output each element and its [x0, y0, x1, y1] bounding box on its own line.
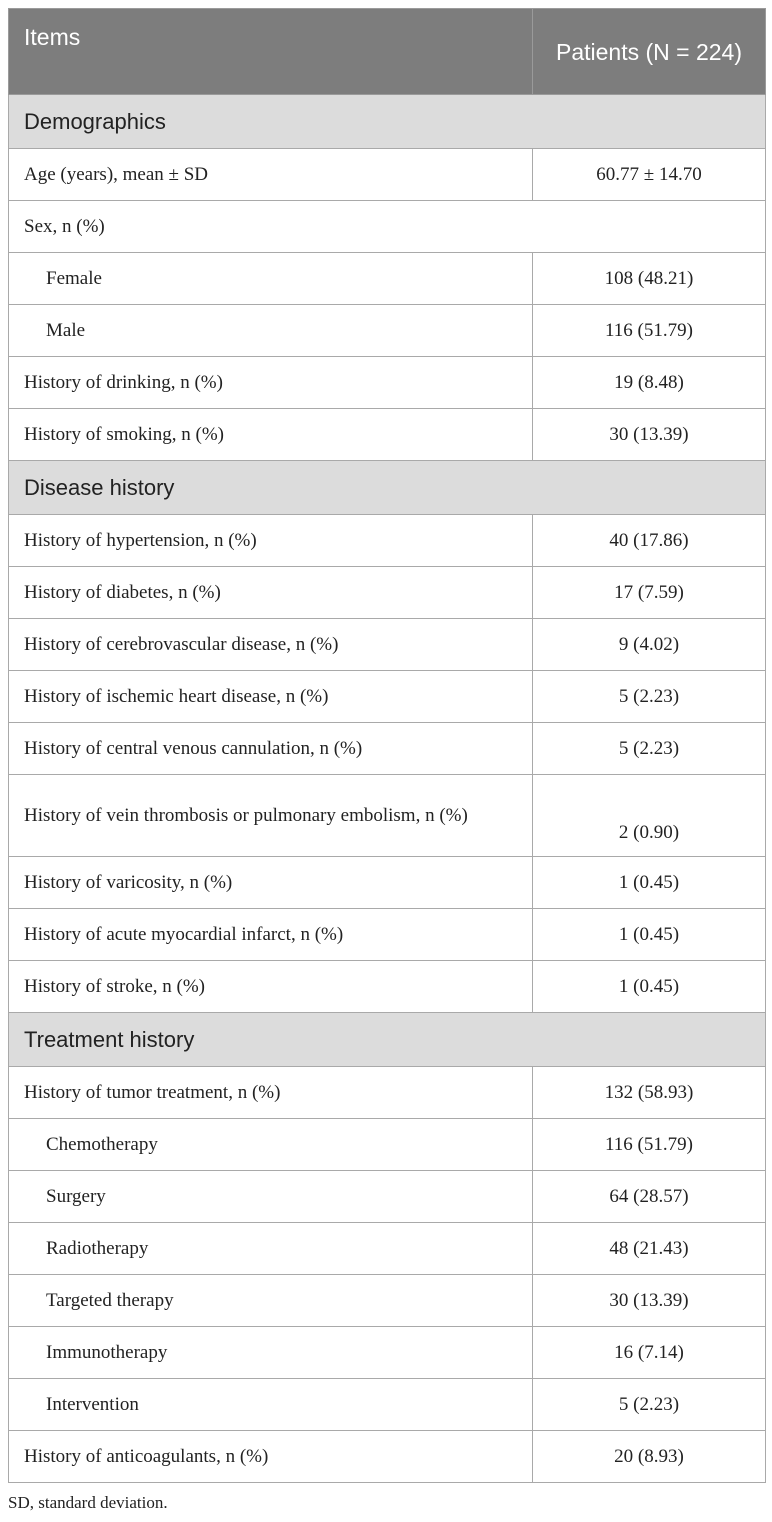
- row-label: History of cerebrovascular disease, n (%): [9, 619, 533, 671]
- table-row: [9, 857, 766, 909]
- row-value: 116 (51.79): [533, 1119, 766, 1171]
- row-label: History of smoking, n (%): [9, 409, 533, 461]
- table-row: [9, 567, 766, 619]
- row-value: 64 (28.57): [533, 1171, 766, 1223]
- row-value: 108 (48.21): [533, 253, 766, 305]
- row-label: Immunotherapy: [9, 1327, 533, 1379]
- row-value: 30 (13.39): [533, 1275, 766, 1327]
- row-label: Targeted therapy: [9, 1275, 533, 1327]
- row-value: 17 (7.59): [533, 567, 766, 619]
- row-value: 9 (4.02): [533, 619, 766, 671]
- row-label: Age (years), mean ± SD: [9, 149, 533, 201]
- table-row: [9, 357, 766, 409]
- row-label: History of acute myocardial infarct, n (%): [9, 909, 533, 961]
- table-row: [9, 619, 766, 671]
- table-row: [9, 149, 766, 201]
- table-row: [9, 1275, 766, 1327]
- row-label: History of diabetes, n (%): [9, 567, 533, 619]
- table-row: [9, 253, 766, 305]
- row-value: 116 (51.79): [533, 305, 766, 357]
- row-value: 5 (2.23): [533, 723, 766, 775]
- row-label: History of central venous cannulation, n (%): [9, 723, 533, 775]
- table-row: [9, 409, 766, 461]
- row-label: Male: [9, 305, 533, 357]
- section-row: [9, 1013, 766, 1067]
- header-patients: Patients (N = 224): [533, 9, 766, 95]
- table-row: [9, 1067, 766, 1119]
- row-label: History of tumor treatment, n (%): [9, 1067, 533, 1119]
- row-value: 60.77 ± 14.70: [533, 149, 766, 201]
- table-row: [9, 1379, 766, 1431]
- table-row: [9, 775, 766, 857]
- row-label: Chemotherapy: [9, 1119, 533, 1171]
- row-label: History of vein thrombosis or pulmonary embolism, n (%): [9, 775, 533, 857]
- group-label-row: [9, 201, 766, 253]
- row-label: History of hypertension, n (%): [9, 515, 533, 567]
- section-row: [9, 461, 766, 515]
- row-label: Radiotherapy: [9, 1223, 533, 1275]
- row-value: 2 (0.90): [533, 775, 766, 857]
- row-value: 1 (0.45): [533, 961, 766, 1013]
- table-row: [9, 305, 766, 357]
- characteristics-table: [8, 8, 766, 1483]
- row-value: 48 (21.43): [533, 1223, 766, 1275]
- section-row: [9, 95, 766, 149]
- row-value: 1 (0.45): [533, 909, 766, 961]
- row-label: Sex, n (%): [9, 201, 766, 253]
- table-row: [9, 671, 766, 723]
- section-label: Demographics: [9, 95, 766, 149]
- table-row: [9, 723, 766, 775]
- table-row: [9, 1171, 766, 1223]
- table-row: [9, 515, 766, 567]
- table-row: [9, 1119, 766, 1171]
- section-label: Treatment history: [9, 1013, 766, 1067]
- row-value: 19 (8.48): [533, 357, 766, 409]
- header-items: Items: [9, 9, 533, 95]
- section-label: Disease history: [9, 461, 766, 515]
- row-value: 40 (17.86): [533, 515, 766, 567]
- table-row: [9, 909, 766, 961]
- row-label: Female: [9, 253, 533, 305]
- table-row: [9, 1223, 766, 1275]
- row-label: History of drinking, n (%): [9, 357, 533, 409]
- row-value: 5 (2.23): [533, 671, 766, 723]
- table-row: [9, 1431, 766, 1483]
- row-value: 30 (13.39): [533, 409, 766, 461]
- row-value: 132 (58.93): [533, 1067, 766, 1119]
- row-label: Surgery: [9, 1171, 533, 1223]
- table-body: [9, 95, 766, 1483]
- footnote: SD, standard deviation.: [8, 1493, 168, 1512]
- table-row: [9, 1327, 766, 1379]
- row-label: History of varicosity, n (%): [9, 857, 533, 909]
- row-label: History of anticoagulants, n (%): [9, 1431, 533, 1483]
- header-row: [9, 9, 766, 95]
- row-value: 1 (0.45): [533, 857, 766, 909]
- row-label: Intervention: [9, 1379, 533, 1431]
- row-value: 16 (7.14): [533, 1327, 766, 1379]
- row-label: History of ischemic heart disease, n (%): [9, 671, 533, 723]
- row-value: 5 (2.23): [533, 1379, 766, 1431]
- table-row: [9, 961, 766, 1013]
- row-value: 20 (8.93): [533, 1431, 766, 1483]
- row-label: History of stroke, n (%): [9, 961, 533, 1013]
